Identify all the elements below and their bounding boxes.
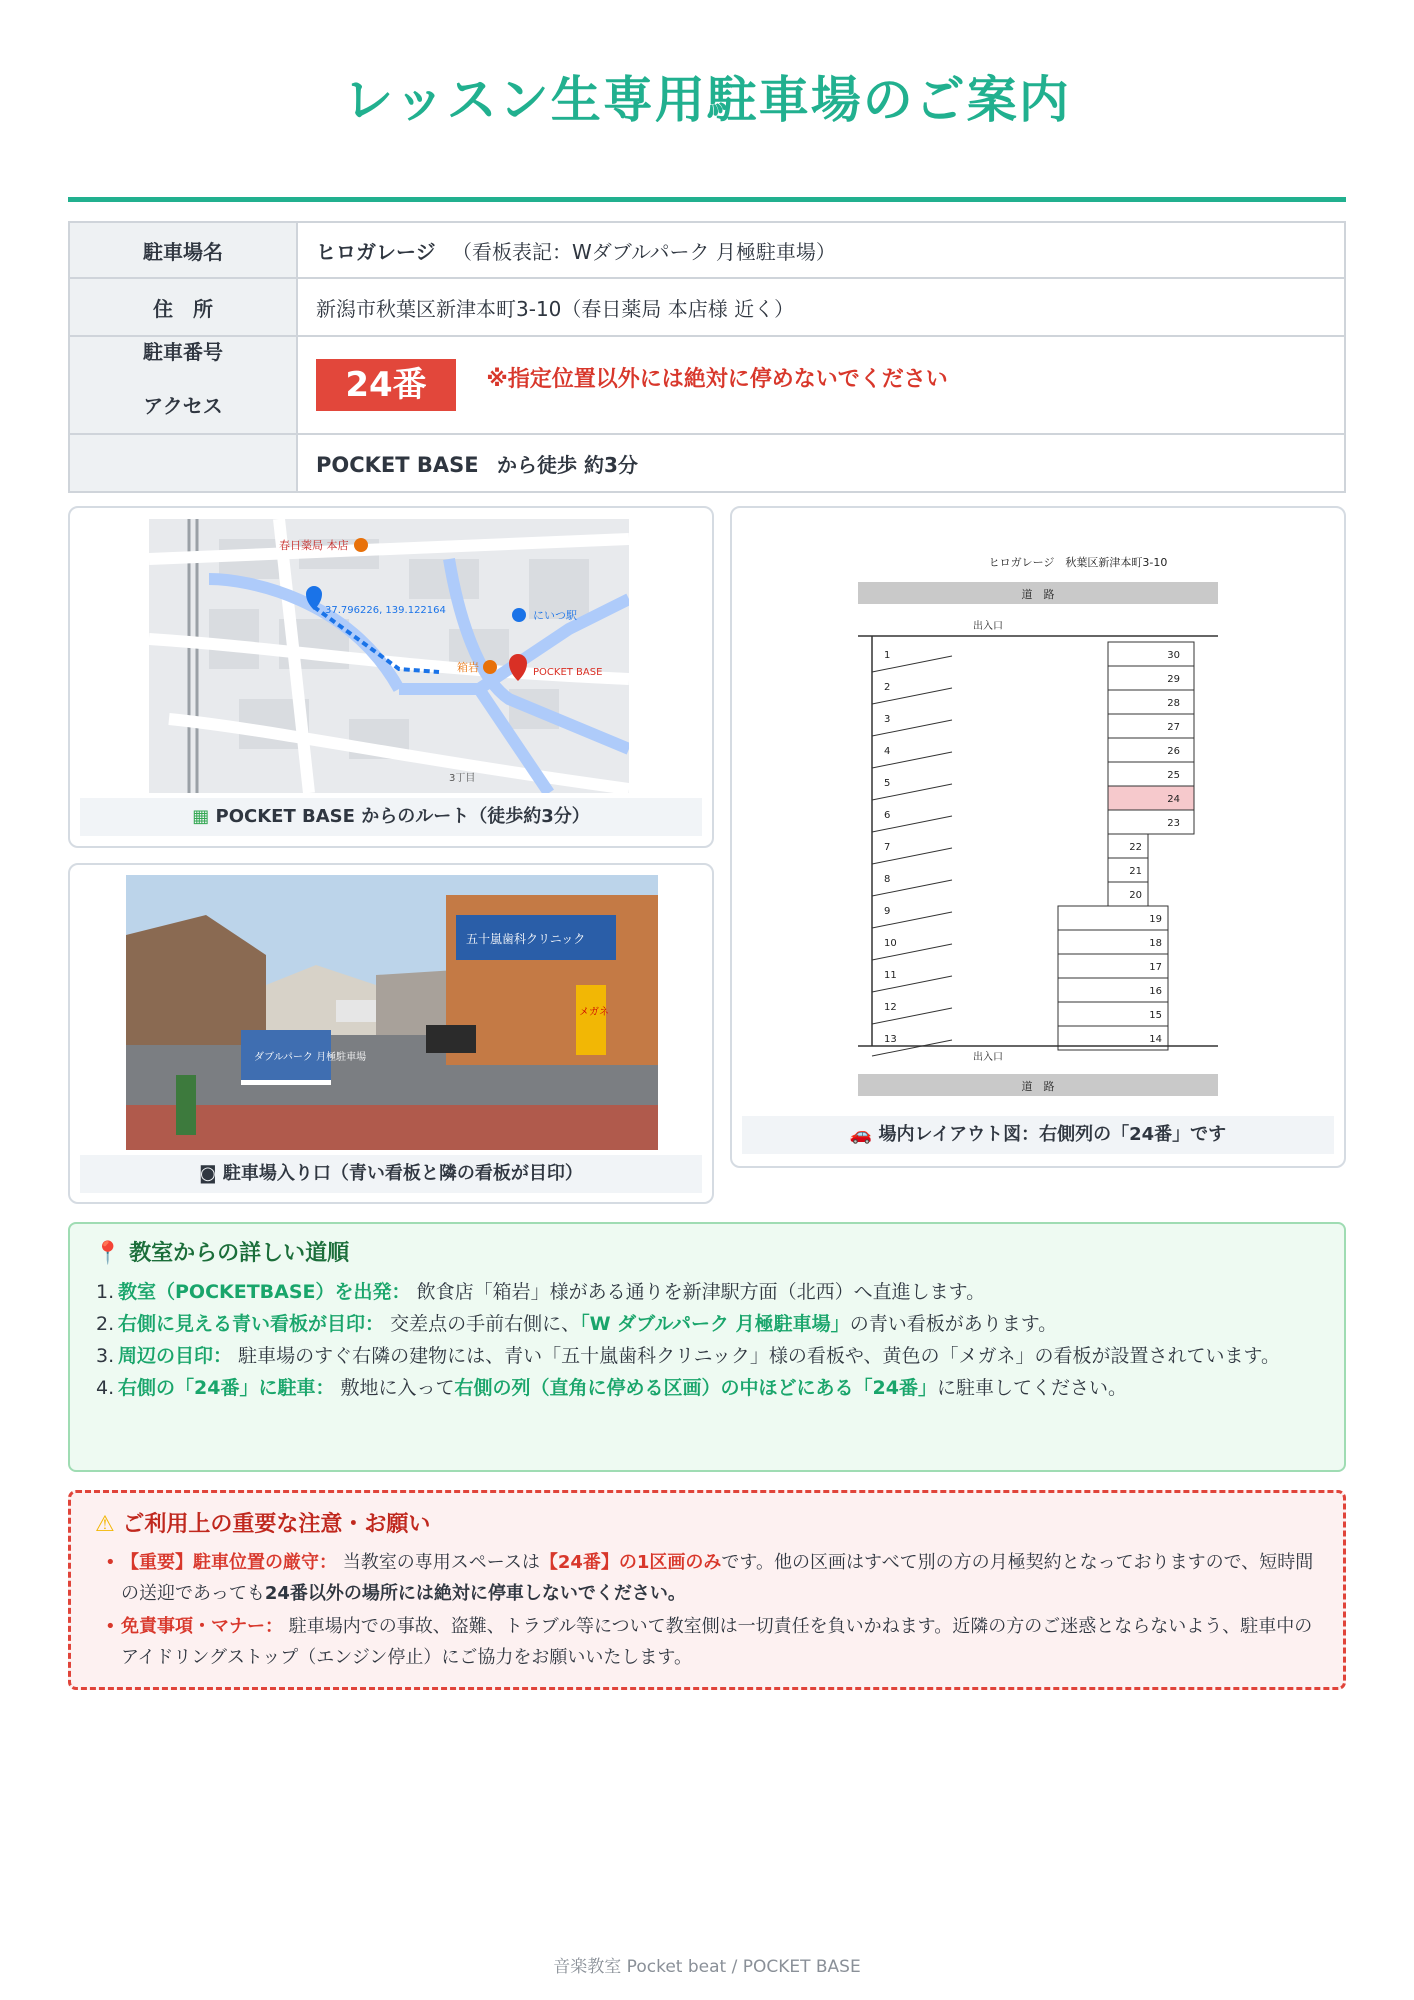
- layout-header: ヒロガレージ 秋葉区新津本町3-10: [988, 556, 1168, 569]
- spot-number-badge: 24番: [316, 359, 456, 411]
- empty-label: [69, 434, 297, 492]
- pin-icon: 📍: [94, 1241, 122, 1266]
- left-spot-12: 12: [884, 1002, 897, 1013]
- road-bottom-label: 道 路: [1021, 1080, 1055, 1093]
- notes-section: [68, 1490, 1346, 1690]
- directions-list: [96, 1276, 1326, 1404]
- right-spot-label-27: 27: [1167, 722, 1180, 733]
- entrance-top-label: 出入口: [973, 621, 1003, 632]
- page-title: レッスン生専用駐車場のご案内: [343, 71, 1071, 129]
- right-spot-label-26: 26: [1167, 746, 1180, 757]
- access-cell: [297, 434, 1345, 492]
- notes-list: [105, 1547, 1315, 1675]
- spot-warning: ※指定位置以外には絶対に停めないでください: [486, 366, 948, 392]
- directions-section: [68, 1222, 1346, 1472]
- direction-step-1: 1. 教室（POCKETBASE）を出発： 飲食店「箱岩」様がある通りを新津駅方面（北西）へ直進します。: [96, 1281, 986, 1303]
- directions-title: 📍 教室からの詳しい道順: [94, 1241, 350, 1266]
- camera-icon: ◙: [199, 1163, 217, 1184]
- right-spot-label-28: 28: [1167, 698, 1180, 709]
- note-item-1: • 【重要】駐車位置の厳守： 当教室の専用スペースは【24番】の1区画のみです。他の区画はすべて別の方の月極契約となっておりますので、短時間の送迎であっても24番以外の場所には絶対に停車しないでください。: [105, 1552, 1314, 1604]
- right-spot-label-17: 17: [1149, 962, 1162, 973]
- right-spot-label-20: 20: [1129, 890, 1142, 901]
- map-icon: ▦: [192, 806, 210, 827]
- parking-sign-name: （看板表記：Wダブルパーク 月極駐車場）: [451, 239, 836, 264]
- right-spot-21: [1108, 858, 1148, 882]
- entrance-photo[interactable]: [126, 875, 658, 1150]
- map-label-niitsu: にいつ駅: [533, 609, 577, 622]
- left-spot-9: 9: [884, 906, 891, 917]
- layout-graphic: [818, 518, 1338, 1110]
- double-park-sign-text: ダブルパーク 月極駐車場: [254, 1052, 367, 1063]
- spot-label-cell: [69, 336, 297, 434]
- map-label-pocketbase: POCKET BASE: [533, 667, 603, 678]
- right-spot-label-16: 16: [1149, 986, 1162, 997]
- spot-label: 駐車番号: [143, 340, 223, 364]
- direction-step-2: 2. 右側に見える青い看板が目印： 交差点の手前右側に、「W ダブルパーク 月極駐車場」の青い看板があります。: [96, 1313, 1058, 1335]
- right-spot-label-29: 29: [1167, 674, 1180, 685]
- footer: 音楽教室 Pocket beat / POCKET BASE: [553, 1957, 861, 1977]
- right-spot-label-19: 19: [1149, 914, 1162, 925]
- address-label: 住 所: [69, 278, 297, 336]
- left-spot-13: 13: [884, 1034, 897, 1045]
- right-spot-22: [1108, 834, 1148, 858]
- right-spot-label-30: 30: [1167, 650, 1180, 661]
- access-place: POCKET BASE: [316, 452, 479, 477]
- right-spot-27: [1108, 714, 1194, 738]
- parking-info-table: [68, 221, 1346, 493]
- right-spot-26: [1108, 738, 1194, 762]
- address-value: 新潟市秋葉区新津本町3-10（春日薬局 本店様 近く）: [297, 278, 1345, 336]
- note-item-2: • 免責事項・マナー： 駐車場内での事故、盗難、トラブル等について教室側は一切責任を負いかねます。近隣の方のご迷惑とならないよう、駐車中のアイドリングストップ（エンジン停止）にご協力をお願いいたします。: [105, 1616, 1313, 1668]
- name-cell: [297, 222, 1345, 278]
- left-spot-11: 11: [884, 970, 897, 981]
- left-spot-8: 8: [884, 874, 891, 885]
- right-spot-label-22: 22: [1129, 842, 1142, 853]
- layout-caption: 🚗 場内レイアウト図：右側列の「24番」です: [742, 1116, 1334, 1154]
- right-spot-25: [1108, 762, 1194, 786]
- map-graphic: [149, 519, 629, 793]
- map-label-chome: 3丁目: [449, 773, 476, 784]
- warning-icon: ⚠: [95, 1512, 115, 1537]
- right-spot-label-24: 24: [1167, 794, 1180, 805]
- left-spot-4: 4: [884, 746, 891, 757]
- notes-title: ⚠ ご利用上の重要な注意・お願い: [95, 1512, 431, 1537]
- photo-card: [68, 863, 714, 1204]
- map-label-pharmacy: 春日薬局 本店: [279, 539, 349, 552]
- right-spot-label-21: 21: [1129, 866, 1142, 877]
- name-label: 駐車場名: [69, 222, 297, 278]
- right-spot-label-23: 23: [1167, 818, 1180, 829]
- right-spot-label-15: 15: [1149, 1010, 1162, 1021]
- map-card: [68, 506, 714, 848]
- route-map[interactable]: [149, 519, 629, 793]
- layout-card: [730, 506, 1346, 1168]
- map-label-hakoiwa: 箱岩: [457, 661, 479, 674]
- car-icon: 🚗: [849, 1124, 873, 1145]
- left-spot-6: 6: [884, 810, 891, 821]
- left-spot-5: 5: [884, 778, 891, 789]
- left-spot-3: 3: [884, 714, 891, 725]
- megane-sign-text: メガネ: [579, 1007, 609, 1018]
- left-spot-7: 7: [884, 842, 891, 853]
- direction-step-4: 4. 右側の「24番」に駐車： 敷地に入って右側の列（直角に停める区画）の中ほどにある「24番」に駐車してください。: [96, 1377, 1127, 1399]
- title-rule: [68, 197, 1346, 202]
- access-label: アクセス: [143, 394, 223, 418]
- parking-name: ヒロガレージ: [316, 239, 436, 264]
- right-spot-label-18: 18: [1149, 938, 1162, 949]
- right-spot-28: [1108, 690, 1194, 714]
- left-spot-10: 10: [884, 938, 897, 949]
- left-spot-1: 1: [884, 650, 891, 661]
- map-label-coords: 37.796226, 139.122164: [325, 605, 446, 616]
- left-spot-2: 2: [884, 682, 891, 693]
- right-spot-24: [1108, 786, 1194, 810]
- direction-step-3: 3. 周辺の目印： 駐車場のすぐ右隣の建物には、青い「五十嵐歯科クリニック」様の看板や、黄色の「メガネ」の看板が設置されています。: [96, 1345, 1281, 1367]
- right-spot-30: [1108, 642, 1194, 666]
- photo-caption: ◙ 駐車場入り口（青い看板と隣の看板が目印）: [80, 1155, 702, 1193]
- entrance-photo-graphic: [126, 875, 658, 1150]
- right-spot-label-14: 14: [1149, 1034, 1162, 1045]
- map-caption: ▦ POCKET BASE からのルート（徒歩約3分）: [80, 798, 702, 836]
- clinic-sign-text: 五十嵐歯科クリニック: [466, 932, 586, 946]
- entrance-bottom-label: 出入口: [973, 1052, 1003, 1063]
- spot-cell: [297, 336, 1345, 434]
- layout-diagram[interactable]: [818, 518, 1338, 1110]
- right-spot-29: [1108, 666, 1194, 690]
- road-top-label: 道 路: [1021, 588, 1055, 601]
- right-spot-23: [1108, 810, 1194, 834]
- right-spot-label-25: 25: [1167, 770, 1180, 781]
- access-text: から徒歩 約3分: [497, 452, 638, 477]
- right-spot-20: [1108, 882, 1148, 906]
